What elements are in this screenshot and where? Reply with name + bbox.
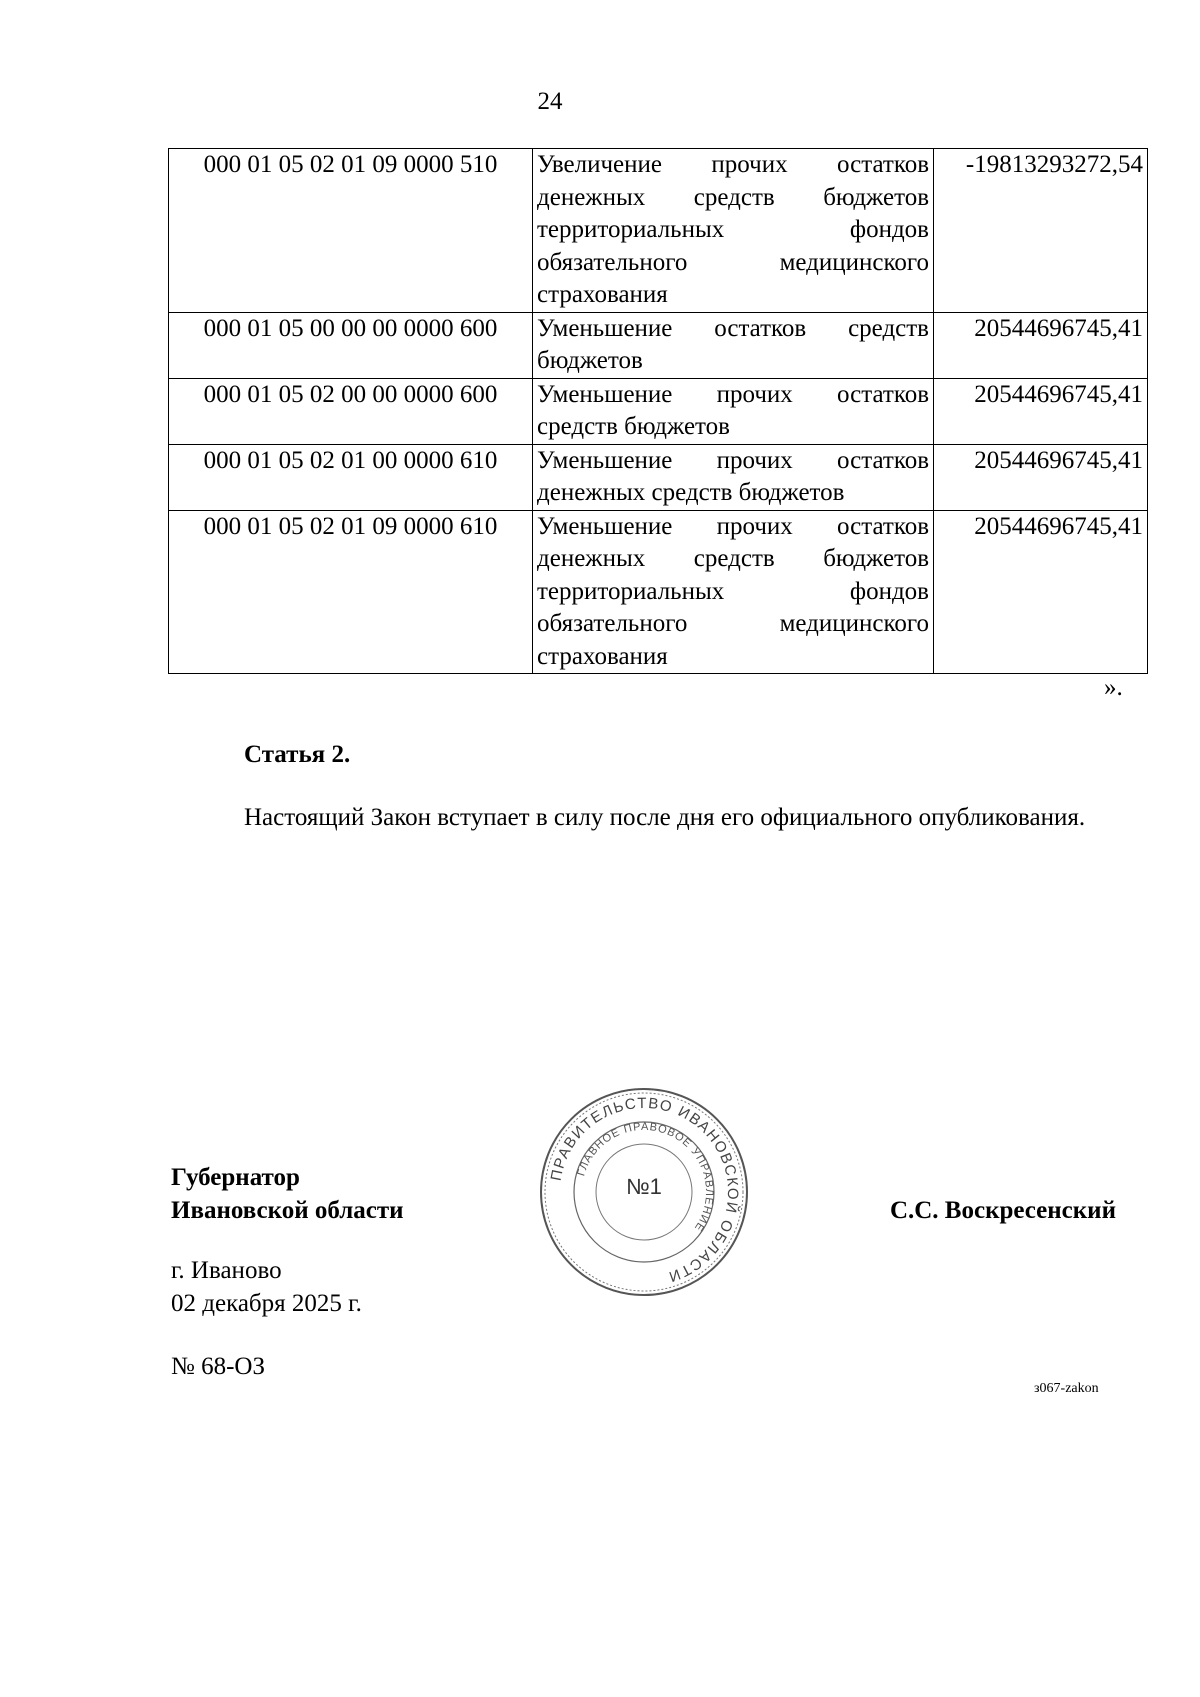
description-cell (533, 149, 934, 313)
amount-cell: 20544696745,41 (934, 312, 1148, 378)
amount-cell: -19813293272,54 (934, 149, 1148, 313)
description-line: средств бюджетов (537, 413, 730, 440)
description-line: страхования (537, 281, 668, 308)
article-text: Настоящий Закон вступает в силу после дня его официального опубликования. (244, 804, 1086, 831)
description-line: денежных средств бюджетов (537, 183, 929, 211)
amount-cell: 20544696745,41 (934, 510, 1148, 674)
signatory-title-line1: Губернатор (171, 1164, 300, 1191)
budget-code-cell: 000 01 05 02 01 00 0000 610 (169, 444, 533, 510)
description-line: обязательного медицинского (537, 248, 929, 276)
amount-cell: 20544696745,41 (934, 444, 1148, 510)
page-number: 24 (537, 88, 563, 115)
description-cell (533, 378, 934, 444)
table-row (169, 149, 1148, 313)
closing-quote: ». (1104, 674, 1123, 701)
signatory-name: С.С. Воскресенский (889, 1197, 1116, 1224)
signatory-title (171, 1161, 404, 1227)
description-cell (533, 444, 934, 510)
table-row (169, 312, 1148, 378)
description-line: обязательного медицинского (537, 610, 929, 637)
signatory-title-line2: Ивановской области (171, 1197, 404, 1224)
date: 02 декабря 2025 г. (171, 1290, 362, 1317)
document-code: з067-zakon (1034, 1381, 1099, 1396)
law-number: № 68-ОЗ (171, 1353, 266, 1380)
description-cell (533, 312, 934, 378)
budget-code-cell: 000 01 05 02 01 09 0000 510 (169, 149, 533, 313)
amount-cell: 20544696745,41 (934, 378, 1148, 444)
description-line: Уменьшение прочих остатков (537, 380, 929, 408)
table-row (169, 378, 1148, 444)
description-line: бюджетов (537, 347, 643, 374)
description-line: денежных средств бюджетов (537, 479, 845, 506)
budget-code-cell: 000 01 05 00 00 00 0000 600 (169, 312, 533, 378)
seal-outer-text: ПРАВИТЕЛЬСТВО ИВАНОВСКОЙ ОБЛАСТИ (547, 1094, 742, 1286)
table-row (169, 444, 1148, 510)
place-and-date (171, 1254, 362, 1320)
description-line: Уменьшение прочих остатков (537, 446, 929, 474)
article-title: Статья 2. (244, 741, 351, 768)
description-line: территориальных фондов (537, 577, 929, 605)
description-cell (533, 510, 934, 674)
table-row (169, 510, 1148, 674)
description-line: денежных средств бюджетов (537, 545, 929, 572)
seal-inner-text: ГЛАВНОЕ ПРАВОВОЕ УПРАВЛЕНИЕ (575, 1120, 716, 1234)
description-line: Уменьшение остатков средств (537, 314, 929, 342)
budget-sources-table (168, 148, 1148, 674)
seal-number: №1 (626, 1174, 662, 1199)
description-line: территориальных фондов (537, 216, 929, 243)
table-body (169, 149, 1148, 674)
description-line: Уменьшение прочих остатков (537, 512, 929, 540)
city: г. Иваново (171, 1257, 282, 1284)
description-line: страхования (537, 642, 668, 670)
description-line: Увеличение прочих остатков (537, 151, 929, 178)
budget-code-cell: 000 01 05 02 01 09 0000 610 (169, 510, 533, 674)
budget-code-cell: 000 01 05 02 00 00 0000 600 (169, 378, 533, 444)
official-seal-stamp (538, 1086, 750, 1298)
